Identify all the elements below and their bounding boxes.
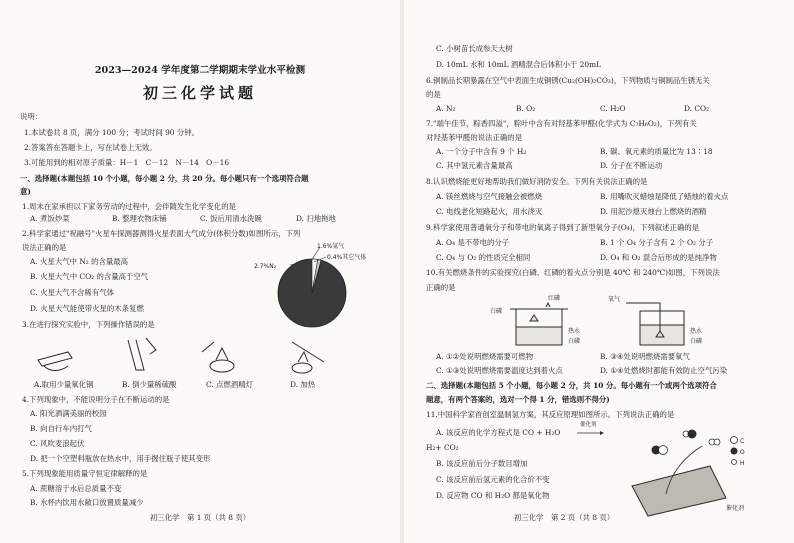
q3-apparatus-figure xyxy=(24,332,364,378)
q5-option-c: C. 小树苗长成参天大树 xyxy=(436,44,513,53)
q7-option-d: D. 分子在不断运动 xyxy=(600,161,663,170)
q11-legend-hydrogen: H xyxy=(740,460,745,467)
q3-label-a: A.取用少量氧化铜 xyxy=(34,380,94,389)
q1-option-c: C. 饭后用清水洗碗 xyxy=(200,214,262,223)
q11-label-catalyst: 催化剂 xyxy=(726,505,745,512)
q2-option-b: B. 火星大气中 CO₂ 的含量高于空气 xyxy=(30,272,149,281)
q11-legend-carbon: C xyxy=(740,438,745,445)
q11-option-a: A. 该反应的化学方程式是 CO + H₂O xyxy=(436,428,561,437)
q2-stem-cont: 说法正确的是 xyxy=(22,243,67,252)
q7-stem-cont: 对羟基苯甲醛的说法正确的是 xyxy=(426,133,523,142)
q11-reaction-arrow xyxy=(576,430,606,436)
q3-label-c: C. 点燃酒精灯 xyxy=(206,380,254,389)
q10-option-b: B. ③④处说明燃烧需要氧气 xyxy=(600,352,690,361)
q4-option-b: B. 向自行车内打气 xyxy=(30,424,92,433)
q4-option-a: A. 阳光洒满美丽的校园 xyxy=(30,409,107,418)
q11-stem: 11.中国科学家首创室温制氢方案，其反应原理如图所示。下列说法正确的是 xyxy=(426,410,675,419)
q6-option-c: C. H₂O xyxy=(600,104,626,113)
q10-label-hot-water-2: 热水 xyxy=(690,328,703,335)
section-1-heading: 一、选择题(本题包括 10 个小题，每小题 2 分，共 20 分。每小题只有一个选项符合题 xyxy=(20,174,309,183)
q9-option-a: A. O₄ 是不带电的分子 xyxy=(436,238,510,247)
section-2-heading: 二、选择题(本题包括 5 个小题，每小题 2 分，共 10 分。每小题有一个或两个选项符合 xyxy=(426,381,717,390)
q11-option-d: D. 反应物 CO 和 H₂O 都是氧化物 xyxy=(436,491,550,500)
q9-option-d: D. O₄ 和 O₂ 混合后形成的是纯净物 xyxy=(600,253,717,262)
pie-label-nitrogen: 2.7%N₂ xyxy=(254,263,277,270)
q1-option-a: A. 煮饭炒菜 xyxy=(30,214,70,223)
section-1-heading-cont: 意) xyxy=(20,187,31,196)
q3-label-d: D. 加热 xyxy=(290,380,316,389)
q5-option-d: D. 10mL 水和 10mL 酒精混合后体积小于 20mL xyxy=(436,60,602,69)
q10-label-white-phosphorus-1: 白磷 xyxy=(490,308,503,315)
q11-reaction-figure xyxy=(626,420,756,518)
note-3: 3.可能用到的相对原子质量：H－1 C－12 N－14 O－16 xyxy=(24,158,230,167)
q11-catalyst-label: 催化剂 xyxy=(580,422,597,428)
q6-stem-cont: 的是 xyxy=(426,90,441,99)
q6-option-b: B. O₂ xyxy=(516,104,536,113)
q7-option-a: A. 一个分子中含有 9 个 H₂ xyxy=(436,147,527,156)
q2-stem: 2.科学家通过"祝融号"火星车探测器测得火星表面大气成分(体积分数)如图所示，下列 xyxy=(22,229,301,238)
q5-option-b: B. 水杯内饮用水敞口放置质量减少 xyxy=(30,498,144,507)
q8-option-d: D. 用泥沙熄灭烛台上燃烧的酒精 xyxy=(600,207,707,216)
q8-option-a: A. 镁丝燃烧与空气接触会被燃烧 xyxy=(436,192,543,201)
q6-stem: 6.铜制品长期暴露在空气中表面生成铜锈(Cu₂(OH)₂CO₃)，下列物质与铜制品生锈无关 xyxy=(426,76,710,85)
q7-stem: 7."端午佳节，粽香四溢"，粽叶中含有对羟基苯甲醛(化学式为 C₇H₆O₂)，下列有关 xyxy=(426,119,697,128)
q10-option-a: A. ①②处说明燃烧需要可燃物 xyxy=(436,352,534,361)
q4-option-c: C. 风吹麦浪起伏 xyxy=(30,439,85,448)
page-2 xyxy=(404,0,794,543)
q6-option-d: D. CO₂ xyxy=(684,104,710,113)
notes-title: 说明： xyxy=(20,112,43,121)
q9-option-c: C. O₄ 与 O₂ 的性质完全相同 xyxy=(436,253,531,262)
q10-stem-cont: 正确的是 xyxy=(426,283,456,292)
q10-label-white-phosphorus-3: 白磷 xyxy=(690,338,703,345)
q1-stem: 1.周末在家承担以下家务劳动的过程中，会伴随发生化学变化的是 xyxy=(22,202,236,211)
q3-stem: 3.在进行探究实验中，下列操作错误的是 xyxy=(22,320,155,329)
atmosphere-pie-chart xyxy=(252,238,382,338)
section-2-heading-cont: 题意，有两个答案的，选对一个得 1 分，错选则不得分) xyxy=(426,395,610,404)
note-1: 1.本试卷共 8 页，满分 100 分；考试时间 90 分钟。 xyxy=(24,128,200,137)
note-2: 2.答案答在答题卡上，写在试卷上无效。 xyxy=(24,143,157,152)
q6-option-a: A. N₂ xyxy=(436,104,456,113)
q11-option-a-cont: H₂+ CO₂ xyxy=(426,443,459,452)
q8-stem: 8.认识燃烧能更好地帮助我们做好消防安全。下列有关说法正确的是 xyxy=(426,177,648,186)
q5-stem: 5.下列现象能用质量守恒定律解释的是 xyxy=(22,469,148,478)
exam-title: 初三化学试题 xyxy=(142,84,257,102)
q8-option-c: C. 电线老化短路起火，用水浇灭 xyxy=(436,207,543,216)
q10-label-oxygen: 氧气 xyxy=(608,296,621,303)
q7-option-b: B. 碳、氧元素的质量比为 13∶18 xyxy=(600,147,713,156)
pie-label-argon: 1.6%氩气 xyxy=(317,243,345,250)
q8-option-b: B. 用嘴吹灭蜡烛是降低了蜡烛的着火点 xyxy=(600,192,729,201)
q10-stem: 10.有关燃烧条件的实验探究(白磷、红磷的着火点分别是 40℃ 和 240℃)如图，下列说法 xyxy=(426,268,720,277)
q10-label-red-phosphorus: 红磷 xyxy=(548,295,561,302)
q2-option-c: C. 火星大气不含稀有气体 xyxy=(30,288,114,297)
q10-option-d: D. ①④处燃烧时都能有效防止空气污染 xyxy=(600,366,728,375)
q11-option-c: C. 该反应前后氢元素的化合价不变 xyxy=(436,475,550,484)
q10-label-white-phosphorus-2: 白磷 xyxy=(568,338,581,345)
page-2-footer: 初三化学 第 2 页（共 8 页） xyxy=(514,513,615,522)
q3-label-b: B. 倒少量稀硫酸 xyxy=(122,380,177,389)
q4-stem: 4.下列现象中，不能说明分子在不断运动的是 xyxy=(22,395,170,404)
q2-option-d: D. 火星大气能使带火星的木条复燃 xyxy=(30,304,144,313)
q7-option-c: C. 其中氢元素含量最高 xyxy=(436,161,513,170)
q9-stem: 9.科学家使用普通氧分子和带电的氧离子得到了新型氧分子(O₄)，下列叙述正确的是 xyxy=(426,223,700,232)
q5-option-a: A. 蔗糖溶于水后总质量不变 xyxy=(30,484,122,493)
exam-header: 2023—2024 学年度第二学期期末学业水平检测 xyxy=(94,65,306,76)
q11-option-b: B. 该反应前后分子数目增加 xyxy=(436,459,528,468)
q4-option-d: D. 把一个空塑料瓶放在热水中，用手握住瓶子使其变形 xyxy=(30,454,211,463)
q2-option-a: A. 火星大气中 N₂ 的含量最高 xyxy=(30,257,129,266)
q11-legend-oxygen: O xyxy=(740,449,745,456)
q10-combustion-figure xyxy=(490,293,740,351)
q9-option-b: B. 1 个 O₄ 分子含有 2 个 O₂ 分子 xyxy=(600,238,714,247)
q1-option-b: B. 整理衣物床铺 xyxy=(112,214,167,223)
q1-option-d: D. 扫地拖地 xyxy=(296,214,336,223)
q10-label-hot-water-1: 热水 xyxy=(568,328,581,335)
q10-option-c: C. ①③处说明燃烧需要温度达到着火点 xyxy=(436,366,563,375)
pie-label-other: 0.4%其它气体 xyxy=(327,254,367,261)
page-1-footer: 初三化学 第 1 页（共 8 页） xyxy=(150,513,251,522)
